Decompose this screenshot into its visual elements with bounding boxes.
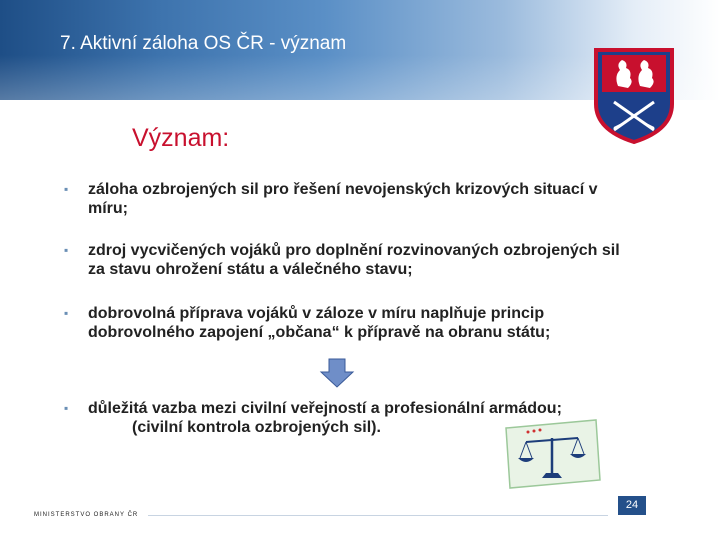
bullet-marker: ▪ — [64, 306, 69, 320]
ministry-logo-text: MINISTERSTVO OBRANY ČR — [34, 512, 139, 518]
bullet-item — [64, 304, 551, 342]
bullet-line: důležitá vazba mezi civilní veřejností a profesionální armádou; — [88, 400, 562, 417]
scales-of-justice-icon — [498, 418, 604, 490]
bullet-line-continued: za stavu ohrožení státu a válečného stavu; — [88, 261, 413, 278]
page-number: 24 — [618, 496, 646, 515]
bullet-item — [64, 180, 598, 218]
bullet-marker: ▪ — [64, 182, 69, 196]
slide-title: 7. Aktivní záloha OS ČR - význam — [60, 33, 347, 54]
arrow-down-icon — [319, 358, 355, 388]
bullet-line-continued: dobrovolného zapojení „občana“ k přípravě na obranu státu; — [88, 324, 551, 341]
bullet-line-continued: míru; — [88, 200, 128, 217]
bullet-item — [64, 241, 620, 279]
bullet-marker: ▪ — [64, 243, 69, 257]
bullet-marker: ▪ — [64, 401, 69, 415]
bullet-line-continued: (civilní kontrola ozbrojených sil). — [132, 419, 381, 436]
bullet-line: záloha ozbrojených sil pro řešení nevojenských krizových situací v — [88, 181, 598, 198]
footer-divider — [148, 515, 608, 516]
bullet-line: dobrovolná příprava vojáků v záloze v míru naplňuje princip — [88, 305, 545, 322]
bullet-line: zdroj vycvičených vojáků pro doplnění rozvinovaných ozbrojených sil — [88, 242, 620, 259]
coat-of-arms-icon — [592, 46, 676, 144]
bullet-item — [64, 399, 562, 437]
section-heading: Význam: — [132, 124, 230, 152]
